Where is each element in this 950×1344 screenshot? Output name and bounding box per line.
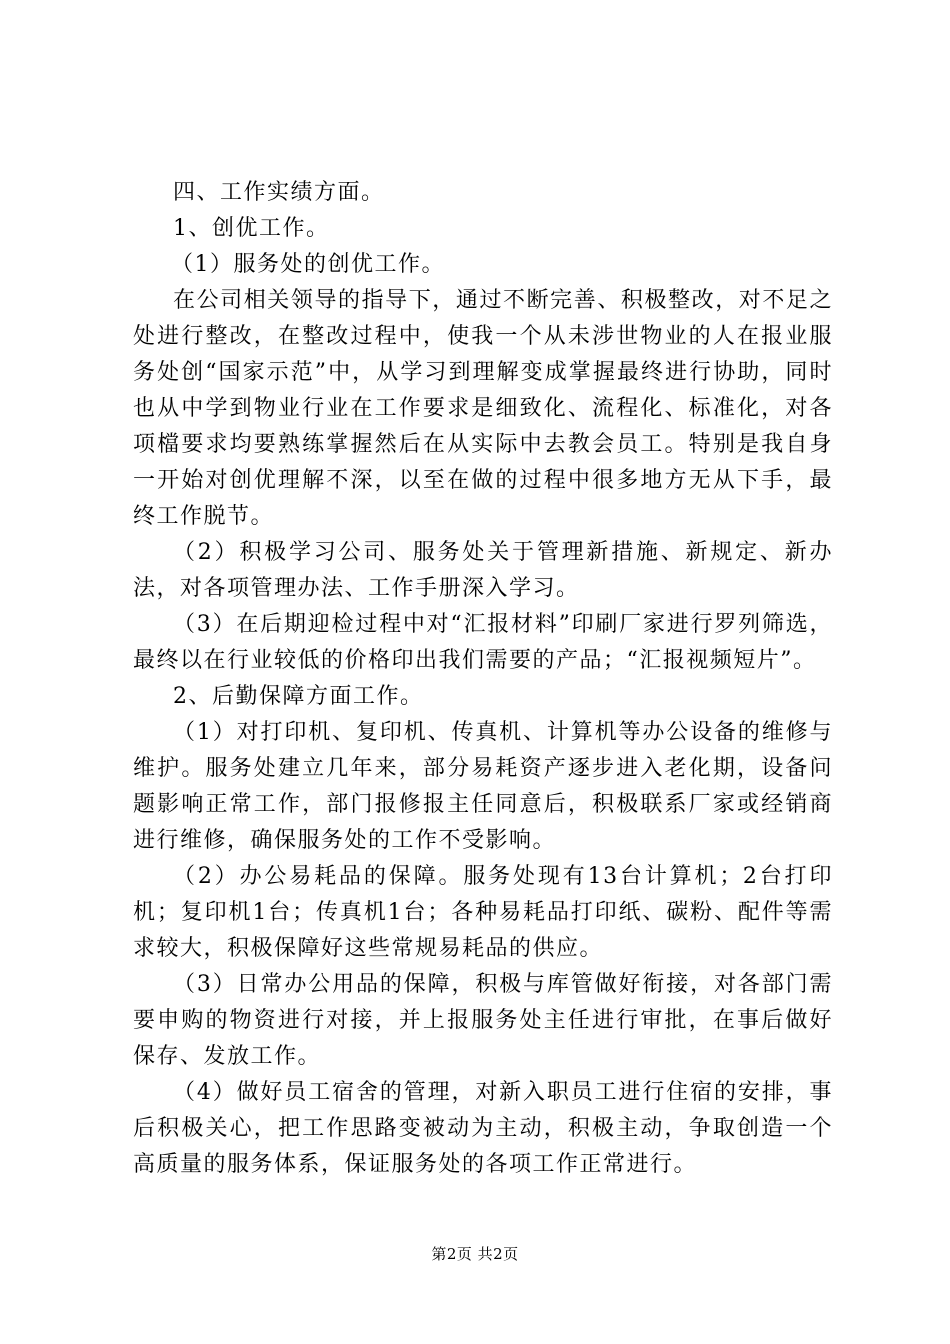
item-heading: （1）服务处的创优工作。 — [171, 252, 445, 277]
body-paragraph: （4）做好员工宿舍的管理，对新入职员工进行住宿的安排，事后积极关心，把工作思路变被动为主动，积极主动，争取创造一个高质量的服务体系，保证服务处的各项工作正常进行。 — [133, 1080, 833, 1177]
section-heading: 四、工作实绩方面。 — [173, 180, 385, 205]
subsection-heading: 2、后勤保障方面工作。 — [173, 684, 424, 709]
body-paragraph: 在公司相关领导的指导下，通过不断完善、积极整改，对不足之处进行整改，在整改过程中，使我一个从未涉世物业的人在报业服务处创“国家示范”中，从学习到理解变成掌握最终进行协助，同时也从中学到物业行业在工作要求是细致化、流程化、标准化，对各项檔要求均要熟练掌握然后在从实际中去教会员工。特别是我自身一开始对创优理解不深，以至在做的过程中很多地方无从下手，最终工作脱节。 — [133, 288, 833, 529]
body-paragraph: （1）对打印机、复印机、传真机、计算机等办公设备的维修与维护。服务处建立几年来，部分易耗资产逐步进入老化期，设备问题影响正常工作，部门报修报主任同意后，积极联系厂家或经销商进行维修，确保服务处的工作不受影响。 — [133, 720, 833, 853]
body-paragraph: （2）积极学习公司、服务处关于管理新措施、新规定、新办法，对各项管理办法、工作手册深入学习。 — [133, 540, 833, 601]
body-paragraph: （3）在后期迎检过程中对“汇报材料”印刷厂家进行罗列筛选，最终以在行业较低的价格印出我们需要的产品；“汇报视频短片”。 — [133, 612, 833, 673]
document-body — [133, 175, 833, 1183]
body-paragraph: （2）办公易耗品的保障。服务处现有13台计算机；2台打印机；复印机1台；传真机1台；各种易耗品打印纸、碳粉、配件等需求较大，积极保障好这些常规易耗品的供应。 — [133, 864, 833, 961]
subsection-heading: 1、创优工作。 — [173, 216, 330, 241]
page-number: 第2页 共2页 — [431, 1245, 519, 1263]
body-paragraph: （3）日常办公用品的保障，积极与库管做好衔接，对各部门需要申购的物资进行对接，并上报服务处主任进行审批，在事后做好保存、发放工作。 — [133, 972, 833, 1069]
